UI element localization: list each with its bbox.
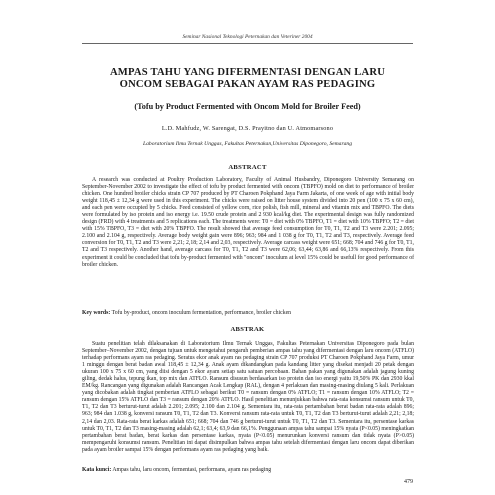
affiliation: Laboratorium Ilmu Ternak Unggas, Fakultas Peternakan,Universitas Diponegoro, Semarang [142,141,353,147]
abstract-heading: ABSTRACT [228,164,267,171]
abstrak-body: Suatu penelitian telah dilaksanakan di Laboratorium Ilmu Ternak Unggas, Fakultas Peternakan Universitas Diponegoro pada bulan September–November 2002, dengan tujuan untuk mengetahui pengaruh pemberian ampas tahu yang difermentasi dengan laru oncom (ATFLO) terhadap performans ayam ras pedaging. Seratus ekor anak ayam ras pedaging strain CP 707 produksi PT Charoen Pokphand Jaya Farm, umur 1 minggu dengan berat badan awal 118,45 ± 12,34 g. Anak ayam dikandangkan pada kandang litter yang disekat menjadi 20 petak dengan ukuran 100 x 75 x 60 cm, yang diisi dengan 5 ekor ayam setiap satu satuan percobaan. Bahan pakan yang digunakan adalah jagung kuning giling, dedak halus, tepung ikan, top mix dan ATFLO. Ransum disusun berdasarkan iso protein dan iso energi yaitu 19,50% PK dan 2930 kkal EM/kg. Rancangan yang digunakan adalah Rancangan Acak Lengkap (RAL), dengan 4 perlakuan dan masing-masing diulang 5 kali. Perlakuan yang dicobakan adalah tingkat pemberian ATFLO sebagai berikut T0 = ransum dengan 0% ATFLO; T1 = ransum dengan 10% ATFLO; T2 = ransum dengan 15% ATFLO dan T3 = ransum dengan 20% ATFLO. Hasil penelitian menunjukkan bahwa rata-rata konsumsi ransum untuk T0, T1, T2 dan T3 berturut-turut adalah 2.201; 2.095; 2.100 dan 2.104 g. Sementara itu, rata-rata pertambahan berat badan rata-rata adalah 896; 963; 984 dan 1.038 g, konversi ransum T0, T1, T2 dan T3. Konversi ransum rata-rata untuk T0, T1, T2 dan T3 berturut-turut adalah 2,21; 2,18; 2,14 dan 2,03. Rata-rata berat karkas adalah 651; 668; 704 dan 746 g berturut-turut untuk T0, T1, T2 dan T3. Sementara itu, persentase karkas untuk T0, T1, T2 dan T3 masing-masing adalah 62,1; 63,4; 63,9 dan 66,1%. Penggunaan ampas tahu sampai 15% nyata (P<0.05) meningkatkan pertambahan berat badan, berat karkas dan persentase karkas, nyata (P<0.05) menurunkan konversi ransum dan tidak nyata (P>0.05) mempengaruhi konsumsi ransum. Penelitian ini dapat disimpulkan bahwa ampas tahu setelah difermentasi dengan laru oncom dapat diberikan pada ayam broiler sampai 15% dengan performans ayam ras pedaging yang baik. [82,341,414,453]
kata-kunci-text: Ampas tahu, laru oncom, fermentasi, performans, ayam ras pedaging [112,467,272,473]
keywords-label: Key words: [82,310,111,316]
paper-subtitle: (Tofu by Product Fermented with Oncom Mold for Broiler Feed) [134,102,361,111]
keywords-text: Tofu by-product, oncom inoculum fermentation, performance, broiler chicken [111,310,292,316]
header-rule [82,43,413,44]
abstrak-heading: ABSTRAK [230,326,265,333]
page-number: 479 [404,479,413,485]
abstrak-keywords [82,467,414,474]
kata-kunci-label: Kata kunci: [82,467,112,473]
author-list: L.D. Mahfudz, W. Sarengat, D.S. Prayitno dan U. Atmomarsono [161,125,334,132]
paper-title: AMPAS TAHU YANG DIFERMENTASI DENGAN LARU ONCOM SEBAGAI PAKAN AYAM RAS PEDAGING [109,67,386,90]
abstract-body: A research was conducted at Poultry Production Laboratory, Faculty of Animal Husbandry, Diponegoro University Semarang on September-November 2002 to investigate the effect of tofu by product fermented with oncom (TBPFO) mold on diet to performance of broiler chicken. One hundred broiler chicks strain CP 707 produced by PT Charoen Pokphand Jaya Farm Jakarta, of one week of age with initial body weight 118,45 ± 12,34 g were used in this experiment. The chicks were raised on litter house system divided into 20 pen (100 x 75 x 60 cm), and each pen were occupied by 5 chicks. Feed consisted of yellow corn, rice polish, fish mill, mineral and vitamin mix and TBPFO. The diets were formulated by iso protein and iso energy i.e. 19.50 crude protein and 2 930 kcal/kg diet. The experimental design was fully randomized design (FRD) with 4 treatments and 5 replications each. The treatments were: T0 = diet with 0% TBPFO, T1 = diet with 10% TBPFO; T2 = diet with 15% TBPFO, T3 = diet with 20% TBPFO. The result showed that average feed consumption for T0, T1, T2 and T3 were 2.201; 2.095; 2.100 and 2.104 g, respectively. Average body weight gain were 896; 963; 984 and 1 038 g for T0, T1, T2 and T3, respectively. Average feed conversion for T0, T1, T2 and T3 were 2,21; 2,18; 2,14 and 2,03, respectively. Average carcass weight were 651; 668; 704 and 746 g for T0, T1, T2 and T3 respectively. Another hand, average carcass for T0, T1, T2 and T3 were 62,06; 63,44; 63,86 and 66,13% respectively. From this experiment it could be concluded that tofu by-product fermented with "oncom" inoculum at level 15% could be usefull for good performance of broiler chicken. [82,177,414,268]
abstract-keywords [82,310,414,317]
running-head: Seminar Nasional Teknologi Peternakan dan Veteriner 2004 [182,34,313,40]
